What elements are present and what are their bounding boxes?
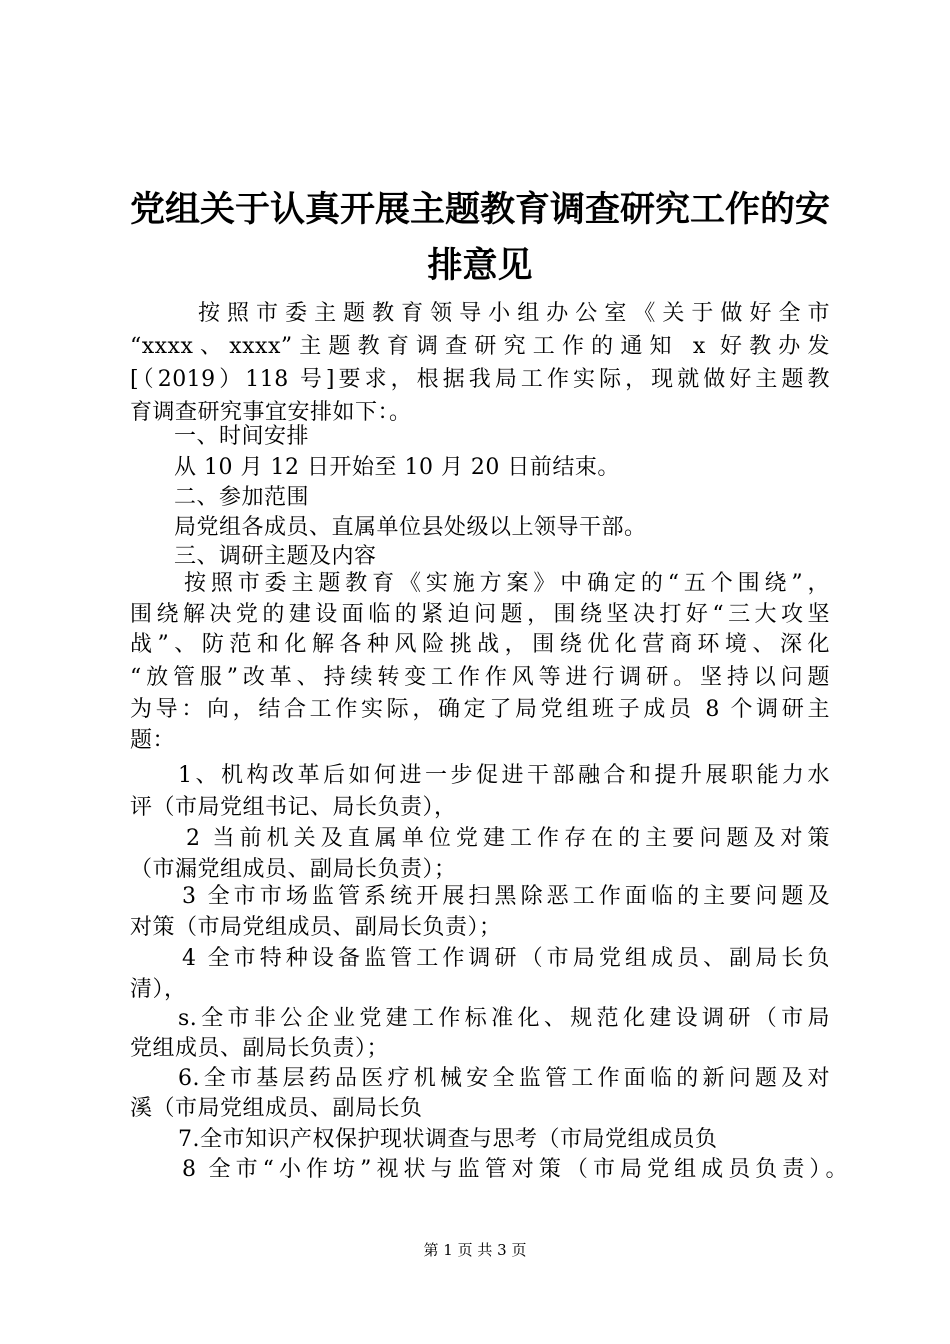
document-title-line-2: 排意见 — [427, 246, 533, 286]
section-heading: 一、时间安排 — [174, 424, 310, 449]
list-item: 8 全市“小作坊”视状与监管对策（市局党组成员负责）。 — [182, 1157, 848, 1182]
paragraph-line: “xxxx、xxxx”主题教育调查研究工作的通知 x 好教办发 — [130, 334, 830, 359]
paragraph-line: 围绕解决党的建设面临的紧迫问题，围绕坚决打好“三大攻坚 — [130, 602, 830, 627]
paragraph-line: 战”、防范和化解各种风险挑战，围绕优化营商环境、深化 — [130, 632, 830, 657]
paragraph-line: 题： — [130, 728, 176, 753]
paragraph-line: 按照市委主题教育《实施方案》中确定的“五个围绕”， — [184, 571, 830, 596]
list-item-continuation: 对策（市局党组成员、副局长负责）； — [130, 915, 502, 940]
paragraph-line: 局党组各成员、直属单位县处级以上领导干部。 — [174, 515, 647, 540]
list-item: s.全市非公企业党建工作标准化、规范化建设调研（市局 — [178, 1006, 830, 1031]
paragraph-line: “放管服”改革、持续转变工作作风等进行调研。坚持以问题 — [130, 665, 830, 690]
page-footer: 第 1 页 共 3 页 — [423, 1241, 527, 1259]
section-heading: 二、参加范围 — [174, 485, 310, 510]
list-item: 7.全市知识产权保护现状调查与思考（市局党组成员负 — [178, 1127, 718, 1152]
paragraph-line: [（2019）118 号]要求，根据我局工作实际，现就做好主题教 — [130, 367, 830, 392]
list-item: 6.全市基层药品医疗机械安全监管工作面临的新问题及对 — [178, 1066, 830, 1091]
list-item-continuation: 清）， — [130, 977, 187, 1002]
list-item: 4 全市特种设备监管工作调研（市局党组成员、副局长负 — [182, 946, 830, 971]
section-heading: 三、调研主题及内容 — [174, 544, 377, 569]
list-item-continuation: 党组成员、副局长负责）； — [130, 1036, 390, 1061]
document-title-line-1: 党组关于认真开展主题教育调查研究工作的安 — [129, 190, 830, 230]
paragraph-line: 按照市委主题教育领导小组办公室《关于做好全市 — [198, 301, 830, 326]
paragraph-line: 从 10 月 12 日开始至 10 月 20 日前结束。 — [174, 455, 620, 480]
list-item-continuation: 溪（市局党组成员、副局长负 — [130, 1096, 423, 1121]
list-item: 1、机构改革后如何进一步促进干部融合和提升展职能力水 — [178, 763, 830, 788]
list-item: 2 当前机关及直属单位党建工作存在的主要问题及对策 — [186, 826, 830, 851]
paragraph-line: 为导：向，结合工作实际，确定了局党组班子成员 8 个调研主 — [130, 697, 830, 722]
list-item: 3 全市市场监管系统开展扫黑除恶工作面临的主要问题及 — [182, 884, 830, 909]
list-item-continuation: 评（市局党组书记、局长负责）， — [130, 795, 457, 820]
paragraph-line: 育调查研究事宜安排如下：。 — [130, 400, 412, 425]
list-item-continuation: （市漏党组成员、副局长负责）； — [130, 857, 457, 882]
